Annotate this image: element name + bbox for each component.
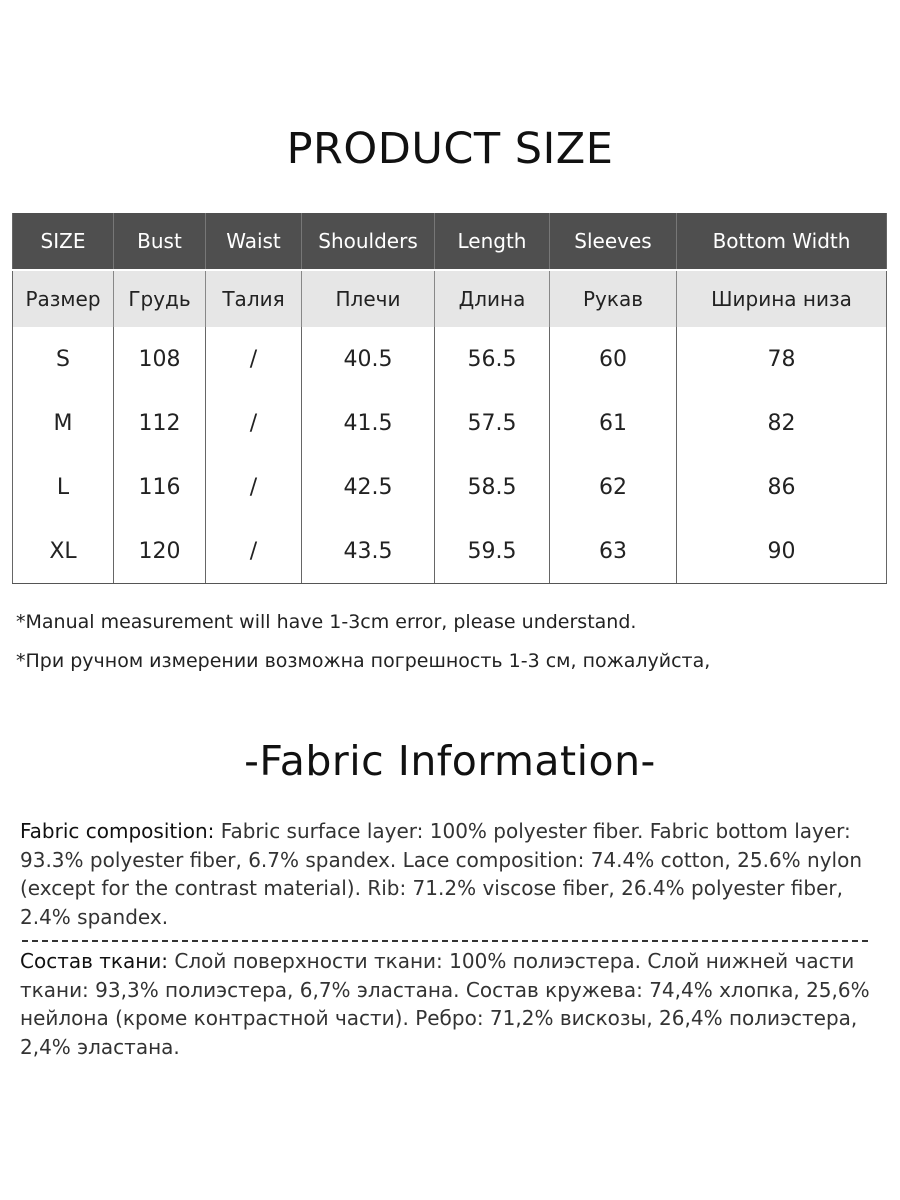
table-cell: / <box>206 391 302 455</box>
table-cell: 63 <box>550 519 677 584</box>
column-header-ru: Ширина низа <box>677 270 887 327</box>
table-cell: 116 <box>114 455 206 519</box>
table-cell: / <box>206 327 302 391</box>
fabric-title: -Fabric Information- <box>244 737 656 785</box>
column-header: Shoulders <box>302 213 435 270</box>
table-cell: / <box>206 519 302 584</box>
table-cell: 58.5 <box>435 455 550 519</box>
fabric-text-en: Fabric surface layer: 100% polyester fiber. Fabric bottom layer: 93.3% polyester fiber, 6.7% spandex. Lace composition: 74.4% cotton, 25.6% nylon (except for the contrast material). Rib: 71.2% viscose fiber, 26.4% polyester fiber, 2.4% spandex. <box>20 819 863 929</box>
column-header: Waist <box>206 213 302 270</box>
note-ru: *При ручном измерении возможна погрешность 1-3 см, пожалуйста, <box>16 650 711 672</box>
column-header: Bust <box>114 213 206 270</box>
table-cell: 56.5 <box>435 327 550 391</box>
table-cell: 57.5 <box>435 391 550 455</box>
note-en: *Manual measurement will have 1-3cm error, please understand. <box>16 611 637 633</box>
fabric-text-ru: Слой поверхности ткани: 100% полиэстера. Слой нижней части ткани: 93,3% полиэстера, 6,7% эластана. Состав кружева: 74,4% хлопка, 25,6% нейлона (кроме контрастной части). Ребро: 71,2% вискозы, 26,4% полиэстера, 2,4% эластана. <box>20 949 870 1059</box>
table-row <box>13 327 887 391</box>
column-header: Bottom Width <box>677 213 887 270</box>
table-cell: 108 <box>114 327 206 391</box>
table-row <box>13 391 887 455</box>
table-cell: M <box>13 391 114 455</box>
column-header-ru: Рукав <box>550 270 677 327</box>
table-cell: 82 <box>677 391 887 455</box>
table-cell: 62 <box>550 455 677 519</box>
table-cell: 60 <box>550 327 677 391</box>
fabric-composition-ru <box>20 947 870 1061</box>
table-cell: 78 <box>677 327 887 391</box>
column-header-ru: Размер <box>13 270 114 327</box>
dashed-divider <box>22 940 868 942</box>
table-cell: 86 <box>677 455 887 519</box>
table-cell: XL <box>13 519 114 584</box>
column-header: Length <box>435 213 550 270</box>
table-cell: 59.5 <box>435 519 550 584</box>
table-cell: 61 <box>550 391 677 455</box>
table-cell: S <box>13 327 114 391</box>
column-header-ru: Талия <box>206 270 302 327</box>
column-header-ru: Грудь <box>114 270 206 327</box>
table-cell: 43.5 <box>302 519 435 584</box>
table-cell: 41.5 <box>302 391 435 455</box>
column-header-ru: Длина <box>435 270 550 327</box>
table-cell: / <box>206 455 302 519</box>
table-cell: 120 <box>114 519 206 584</box>
table-cell: 112 <box>114 391 206 455</box>
table-row <box>13 455 887 519</box>
column-header: Sleeves <box>550 213 677 270</box>
table-cell: 42.5 <box>302 455 435 519</box>
table-row <box>13 519 887 584</box>
table-cell: 40.5 <box>302 327 435 391</box>
fabric-label-en: Fabric composition: <box>20 819 215 843</box>
column-header-ru: Плечи <box>302 270 435 327</box>
size-table <box>12 213 887 584</box>
table-cell: 90 <box>677 519 887 584</box>
fabric-label-ru: Состав ткани: <box>20 949 169 973</box>
header-row-ru <box>13 270 887 327</box>
table-cell: L <box>13 455 114 519</box>
header-row-en <box>13 213 887 270</box>
column-header: SIZE <box>13 213 114 270</box>
page-title: PRODUCT SIZE <box>286 124 614 174</box>
fabric-composition-en <box>20 817 870 931</box>
